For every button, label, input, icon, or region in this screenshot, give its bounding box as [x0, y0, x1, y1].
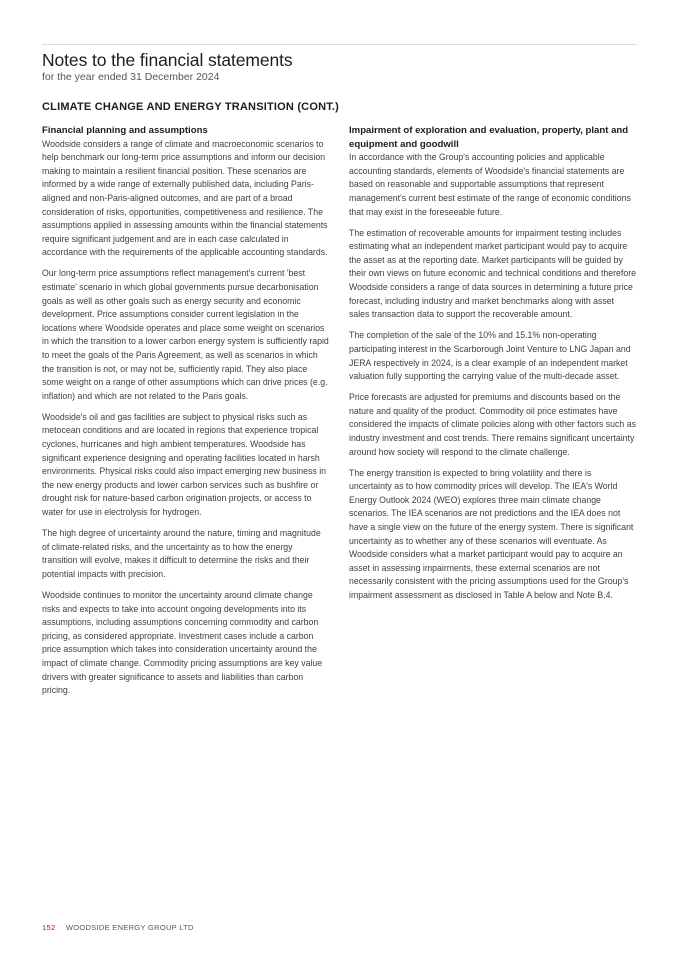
- page-number: 152: [42, 923, 56, 932]
- paragraph: The completion of the sale of the 10% and 15.1% non-operating participating interest in the Scarborough Joint Venture to LNG Japan and JERA respectively in 2024, is a clear example of an independent market valuation fully supporting the carrying value of the multi-decade asset.: [349, 330, 631, 382]
- company-name: WOODSIDE ENERGY GROUP LTD: [65, 923, 194, 932]
- section-heading: CLIMATE CHANGE AND ENERGY TRANSITION (CONT.): [42, 101, 340, 113]
- header-divider: [42, 44, 637, 45]
- paragraph: The high degree of uncertainty around the nature, timing and magnitude of climate-related risks, and the uncertainty as to how the energy transition will evolve, makes it difficult to determine the risks and their potential impacts with precision.: [42, 528, 321, 579]
- paragraph: Our long-term price assumptions reflect management's current 'best estimate' scenario in which global governments pursue decarbonisation goals as well as other goals such as energy security and economic development. Price assumptions consider current legislation in the locations where Woodside operates and place some weight on scenarios in which the transition to a lower carbon energy system is sufficiently rapid to meet the goals of the Paris Agreement, as well as scenarios in which the transition is not, or may not be, sufficiently rapid. They also place some weight on a range of other assumptions which can drive prices (e.g. inflation) and which are not related to the Paris goals.: [42, 268, 329, 401]
- left-column: [42, 124, 329, 705]
- page-title: Notes to the financial statements: [42, 50, 293, 70]
- page-footer: [42, 923, 194, 932]
- page-subtitle: for the year ended 31 December 2024: [42, 71, 220, 83]
- financial-planning-heading: Financial planning and assumptions: [42, 125, 208, 136]
- paragraph: Woodside's oil and gas facilities are subject to physical risks such as metocean conditions and are located in regions that experience tropical cyclones, hurricanes and high ambient temperatures. Woodside has significant experience designing and operating facilities located in harsh environments. Physical risks could also impact emerging new business in the new energy products and lower carbon services such as bushfire or drought risk for nature-based carbon origination projects, or access to water for use in electrolysis for hydrogen.: [42, 411, 327, 518]
- paragraph: Price forecasts are adjusted for premiums and discounts based on the nature and quality of the product. Commodity oil price estimates have considered the impacts of climate policies along with other factors such as industry investment and cost trends. There remains significant uncertainty around how society will respond to the climate challenge.: [349, 392, 636, 457]
- paragraph: Woodside considers a range of climate and macroeconomic scenarios to help benchmark our long-term price assumptions and inform our decision making to maintain a resilient financial position. These scenarios are informed by a wide range of externally published data, including Paris-aligned and non-Paris-aligned outcomes, and are part of a broad consideration of risks, opportunities, competitiveness and resilience. The assumptions applied in assessing amounts within the financial statements require significant judgement and are in each case calculated in accordance with the requirements of the applicable accounting standards.: [42, 138, 328, 258]
- paragraph: The estimation of recoverable amounts for impairment testing includes estimating what an independent market participant would pay to acquire the asset as at the reporting date. Market participants will be guided by their own views on future economic and technical conditions and therefore Woodside considers a range of data sources in determining a future price forecast, including industry and market benchmarks along with asset sales transaction data to support the recoverable amount.: [349, 227, 636, 320]
- paragraph: In accordance with the Group's accounting policies and applicable accounting standards, elements of Woodside's financial statements are based on reasonable and supportable assumptions that represent management's current best estimate of the range of economic conditions that may exist in the foreseeable future.: [349, 152, 631, 217]
- impairment-heading: Impairment of exploration and evaluation, property, plant and equipment and goodwill: [349, 125, 629, 150]
- paragraph: The energy transition is expected to bring volatility and there is uncertainty as to how commodity prices will develop. The IEA's World Energy Outlook 2024 (WEO) explores three main climate change scenarios. The IEA scenarios are not predictions and the IEA does not have a single view on the future of the energy system. There is significant uncertainty as to whether any of these scenarios will eventuate. As Woodside considers what a market participant would pay to acquire an asset in assessing impairments, these external scenarios are not necessarily consistent with the pricing assumptions used for the Group's impairment assessment as disclosed in Table A below and Note B.4.: [349, 467, 634, 600]
- paragraph: Woodside continues to monitor the uncertainty around climate change risks and expects to take into account ongoing developments into its assumptions, including assumptions concerning commodity and carbon pricing, as considered appropriate. Investment cases include a carbon price assumption which takes into consideration uncertainty around the impact of climate change. Commodity pricing assumptions are key value drivers with greater significance to assets and liabilities than carbon pricing.: [42, 590, 323, 696]
- right-column: [349, 124, 636, 610]
